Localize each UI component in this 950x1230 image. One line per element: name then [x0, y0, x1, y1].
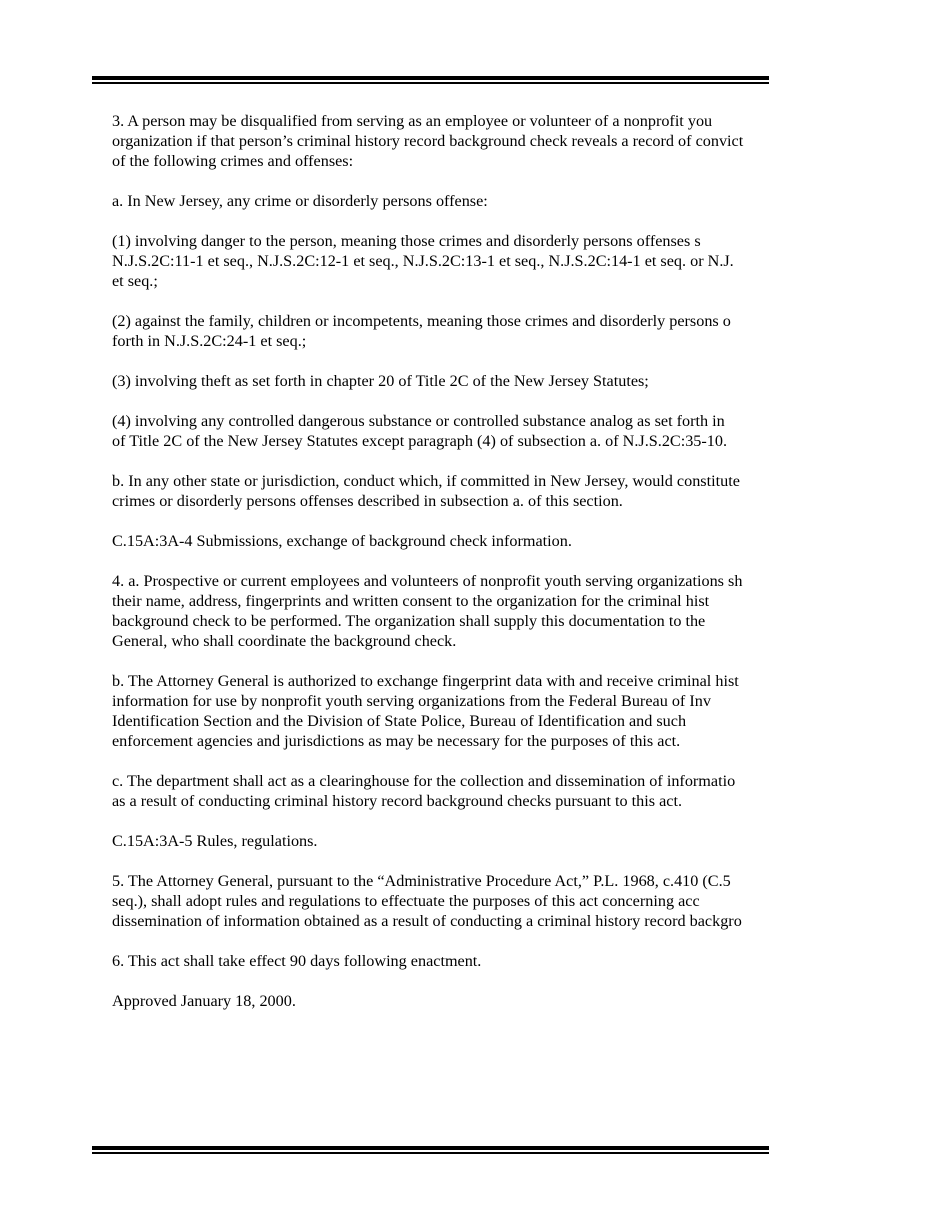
document-body: [112, 111, 950, 1131]
text-line: 5. The Attorney General, pursuant to the “Administrative Procedure Act,” P.L. 1968, c.410 (C.5: [112, 872, 731, 890]
text-line: of Title 2C of the New Jersey Statutes except paragraph (4) of subsection a. of N.J.S.2C:35-10.: [112, 432, 728, 450]
text-line: Approved January 18, 2000.: [112, 992, 296, 1010]
paragraph-subsection-a: [112, 191, 950, 211]
section-heading-3a-4: [112, 531, 950, 551]
paragraph-item-4: [112, 411, 950, 451]
text-line: information for use by nonprofit youth serving organizations from the Federal Bureau of Inv: [112, 692, 711, 710]
paragraph-item-3: [112, 371, 950, 391]
text-line: crimes or disorderly persons offenses described in subsection a. of this section.: [112, 492, 623, 510]
text-line: N.J.S.2C:11-1 et seq., N.J.S.2C:12-1 et seq., N.J.S.2C:13-1 et seq., N.J.S.2C:14-1 et seq. or N.J.: [112, 252, 734, 270]
paragraph-section-4c: [112, 771, 950, 811]
text-line: a. In New Jersey, any crime or disorderly persons offense:: [112, 192, 488, 210]
text-line: enforcement agencies and jurisdictions as may be necessary for the purposes of this act.: [112, 732, 681, 750]
text-line: b. The Attorney General is authorized to exchange fingerprint data with and receive criminal hist: [112, 672, 739, 690]
text-line: C.15A:3A-5 Rules, regulations.: [112, 832, 318, 850]
top-rule-thin-line: [92, 82, 769, 84]
text-line: c. The department shall act as a clearinghouse for the collection and dissemination of informatio: [112, 772, 736, 790]
text-line: 4. a. Prospective or current employees and volunteers of nonprofit youth serving organizations sh: [112, 572, 743, 590]
paragraph-subsection-b: [112, 471, 950, 511]
text-line: background check to be performed. The organization shall supply this documentation to the: [112, 612, 706, 630]
text-line: seq.), shall adopt rules and regulations to effectuate the purposes of this act concerning acc: [112, 892, 700, 910]
top-rule-thick-line: [92, 76, 769, 80]
text-line: dissemination of information obtained as a result of conducting a criminal history record backgro: [112, 912, 742, 930]
paragraph-section-3: [112, 111, 950, 171]
paragraph-section-6: [112, 951, 950, 971]
text-line: General, who shall coordinate the background check.: [112, 632, 457, 650]
text-line: their name, address, fingerprints and written consent to the organization for the criminal hist: [112, 592, 710, 610]
approval-date: [112, 991, 950, 1011]
text-line: C.15A:3A-4 Submissions, exchange of background check information.: [112, 532, 572, 550]
text-line: forth in N.J.S.2C:24-1 et seq.;: [112, 332, 307, 350]
text-line: 3. A person may be disqualified from serving as an employee or volunteer of a nonprofit you: [112, 112, 713, 130]
section-heading-3a-5: [112, 831, 950, 851]
paragraph-item-2: [112, 311, 950, 351]
top-double-rule: [92, 76, 769, 84]
text-line: 6. This act shall take effect 90 days following enactment.: [112, 952, 482, 970]
text-line: et seq.;: [112, 272, 158, 290]
paragraph-section-4b: [112, 671, 950, 751]
text-line: (3) involving theft as set forth in chapter 20 of Title 2C of the New Jersey Statutes;: [112, 372, 649, 390]
text-line: b. In any other state or jurisdiction, conduct which, if committed in New Jersey, would constitute: [112, 472, 740, 490]
bottom-double-rule: [92, 1146, 769, 1154]
bottom-rule-thin-line: [92, 1152, 769, 1154]
paragraph-item-1: [112, 231, 950, 291]
text-line: as a result of conducting criminal history record background checks pursuant to this act.: [112, 792, 682, 810]
text-line: (4) involving any controlled dangerous substance or controlled substance analog as set forth in: [112, 412, 725, 430]
text-line: (1) involving danger to the person, meaning those crimes and disorderly persons offenses s: [112, 232, 701, 250]
bottom-rule-thick-line: [92, 1146, 769, 1150]
text-line: organization if that person’s criminal history record background check reveals a record of convict: [112, 132, 744, 150]
text-line: (2) against the family, children or incompetents, meaning those crimes and disorderly persons o: [112, 312, 731, 330]
text-line: Identification Section and the Division of State Police, Bureau of Identification and such: [112, 712, 687, 730]
paragraph-section-5: [112, 871, 950, 931]
paragraph-section-4a: [112, 571, 950, 651]
text-line: of the following crimes and offenses:: [112, 152, 354, 170]
